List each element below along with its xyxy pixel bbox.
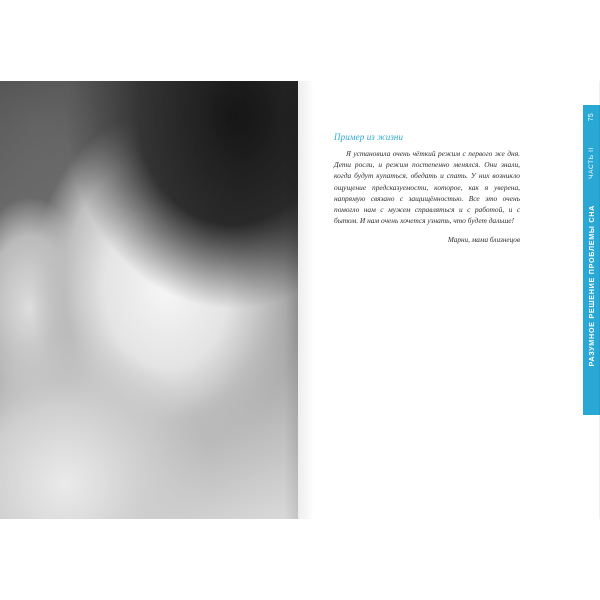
side-tab bbox=[583, 105, 600, 415]
page-number: 75 bbox=[588, 113, 595, 122]
left-photo-page bbox=[0, 81, 298, 519]
quote-attribution: Марни, мама близнецов bbox=[447, 236, 520, 245]
gutter-shadow bbox=[298, 81, 314, 519]
photo-gutter-shadow bbox=[284, 81, 298, 519]
part-label: ЧАСТЬ II bbox=[588, 147, 595, 180]
example-from-life-heading: Пример из жизни bbox=[334, 132, 404, 142]
chapter-label: РАЗУМНОЕ РЕШЕНИЕ ПРОБЛЕМЫ СНА bbox=[587, 205, 596, 367]
right-text-page bbox=[298, 81, 600, 519]
quote-block bbox=[334, 131, 520, 245]
baby-yawning-photo bbox=[0, 81, 298, 519]
book-spread bbox=[0, 81, 600, 519]
quote-text: Я установила очень чёткий режим с первого же дня. Дети росли, и режим постепенно менялся. Они знали, когда будут купаться, обедать и спать. У них возникло ощущение предсказуемости, которое, как я уверена, напрямую связано с защищённостью. Все это очень помогло нам с мужем справляться и с работой, и с бытом. И нам очень хочется узнать, что будет дальше! bbox=[334, 149, 520, 226]
